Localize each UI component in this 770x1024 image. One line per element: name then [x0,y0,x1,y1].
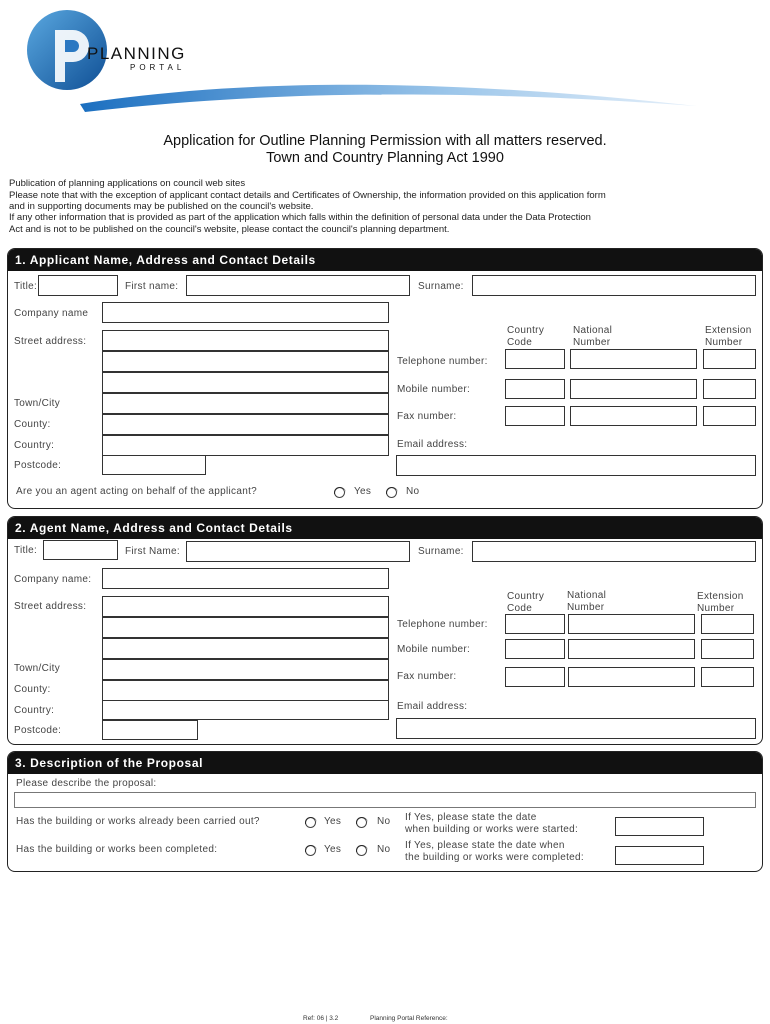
section-applicant-heading: 1. Applicant Name, Address and Contact Details [8,249,762,271]
agent-telephone-extension[interactable] [701,614,754,634]
applicant-postcode-label: Postcode: [14,460,62,471]
agent-title-field[interactable] [43,540,118,560]
agent-email-field[interactable] [396,718,756,739]
agent-question-label: Are you an agent acting on behalf of the applicant? [16,486,258,497]
applicant-email-field[interactable] [396,455,756,476]
applicant-title-field[interactable] [38,275,118,296]
agent-county-label: County: [14,684,51,695]
agent-extension-label: Extension Number [697,591,744,614]
applicant-mobile-national[interactable] [570,379,697,399]
proposal-describe-label: Please describe the proposal: [16,778,157,789]
works-completed-question: Has the building or works been completed: [16,844,218,855]
agent-mobile-national[interactable] [568,639,695,659]
applicant-telephone-national[interactable] [570,349,697,369]
applicant-first-name-label: First name: [125,281,179,292]
works-started-date-label-1: If Yes, please state the date [405,812,537,823]
agent-national-number-label: National Number [567,590,607,613]
footer-portal-reference: Planning Portal Reference: [370,1015,448,1022]
agent-fax-country-code[interactable] [505,667,565,687]
footer-ref: Ref: 06 | 3.2 [303,1015,339,1022]
agent-title-label: Title: [14,545,38,556]
agent-country-field[interactable] [102,700,389,720]
applicant-fax-extension[interactable] [703,406,756,426]
applicant-surname-field[interactable] [472,275,756,296]
agent-email-label: Email address: [397,701,468,712]
intro-text-1: Please note that with the exception of applicant contact details and Certificates of Ownership, the information provided on this application form [9,190,606,201]
agent-fax-national[interactable] [568,667,695,687]
page-subtitle: Town and Country Planning Act 1990 [266,150,504,166]
applicant-telephone-country-code[interactable] [505,349,565,369]
applicant-fax-country-code[interactable] [505,406,565,426]
agent-first-name-field[interactable] [186,541,410,562]
agent-mobile-extension[interactable] [701,639,754,659]
works-completed-no-radio[interactable] [356,845,367,856]
applicant-first-name-field[interactable] [186,275,410,296]
agent-mobile-country-code[interactable] [505,639,565,659]
intro-text-4: Act and is not to be published on the council's website, please contact the council's planning department. [9,224,450,235]
agent-yes-radio[interactable] [334,487,345,498]
planning-portal-logo [25,8,705,118]
applicant-fax-label: Fax number: [397,411,457,422]
agent-town-field[interactable] [102,659,389,680]
applicant-title-label: Title: [14,281,38,292]
agent-telephone-country-code[interactable] [505,614,565,634]
agent-street-label: Street address: [14,601,87,612]
logo-word-portal: PORTAL [130,63,186,72]
applicant-country-field[interactable] [102,435,389,456]
agent-no-radio[interactable] [386,487,397,498]
agent-no-label: No [406,486,420,497]
section-agent-heading: 2. Agent Name, Address and Contact Details [8,517,762,539]
works-carried-out-no-label: No [377,816,391,827]
agent-company-label: Company name: [14,574,92,585]
agent-postcode-label: Postcode: [14,725,62,736]
agent-yes-label: Yes [354,486,372,497]
applicant-street-field-2[interactable] [102,351,389,372]
works-started-date-field[interactable] [615,817,704,836]
applicant-county-label: County: [14,419,51,430]
agent-street-field-2[interactable] [102,617,389,638]
applicant-street-field-1[interactable] [102,330,389,351]
applicant-mobile-extension[interactable] [703,379,756,399]
intro-text-2: and in supporting documents may be published on the council's website. [9,201,314,212]
applicant-company-label: Company name [14,308,89,319]
applicant-telephone-extension[interactable] [703,349,756,369]
works-completed-no-label: No [377,844,391,855]
applicant-fax-national[interactable] [570,406,697,426]
applicant-town-label: Town/City [14,398,61,409]
works-carried-out-yes-label: Yes [324,816,342,827]
agent-fax-label: Fax number: [397,671,457,682]
works-completed-yes-label: Yes [324,844,342,855]
agent-county-field[interactable] [102,680,389,701]
agent-street-field-3[interactable] [102,638,389,659]
applicant-country-label: Country: [14,440,55,451]
agent-country-label: Country: [14,705,55,716]
works-started-date-label-2: when building or works were started: [405,824,579,835]
applicant-national-number-label: National Number [573,325,613,348]
works-completed-date-field[interactable] [615,846,704,865]
agent-surname-field[interactable] [472,541,756,562]
applicant-mobile-country-code[interactable] [505,379,565,399]
page-title: Application for Outline Planning Permission with all matters reserved. [163,133,607,149]
works-completed-date-label-2: the building or works were completed: [405,852,584,863]
applicant-email-label: Email address: [397,439,468,450]
intro-heading: Publication of planning applications on council web sites [9,178,246,189]
agent-street-field-1[interactable] [102,596,389,617]
applicant-postcode-field[interactable] [102,455,206,475]
agent-country-code-label: Country Code [507,591,545,614]
section-proposal-heading: 3. Description of the Proposal [8,752,762,774]
applicant-extension-label: Extension Number [705,325,752,348]
agent-town-label: Town/City [14,663,61,674]
agent-company-field[interactable] [102,568,389,589]
agent-first-name-label: First Name: [125,546,180,557]
agent-surname-label: Surname: [418,546,464,557]
applicant-street-label: Street address: [14,336,87,347]
applicant-surname-label: Surname: [418,281,464,292]
agent-telephone-national[interactable] [568,614,695,634]
applicant-telephone-label: Telephone number: [397,356,488,367]
agent-fax-extension[interactable] [701,667,754,687]
applicant-country-code-label: Country Code [507,325,545,348]
agent-mobile-label: Mobile number: [397,644,471,655]
applicant-county-field[interactable] [102,414,389,435]
proposal-description-field[interactable] [14,792,756,808]
works-carried-out-question: Has the building or works already been carried out? [16,816,260,827]
works-completed-yes-radio[interactable] [305,845,316,856]
applicant-company-field[interactable] [102,302,389,323]
logo-word-planning: PLANNING [87,44,186,63]
agent-telephone-label: Telephone number: [397,619,488,630]
works-carried-out-no-radio[interactable] [356,817,367,828]
applicant-street-field-3[interactable] [102,372,389,393]
intro-text-3: If any other information that is provided as part of the application which falls within the definition of personal data under the Data Protection [9,212,591,223]
agent-postcode-field[interactable] [102,720,198,740]
works-completed-date-label-1: If Yes, please state the date when [405,840,565,851]
applicant-mobile-label: Mobile number: [397,384,471,395]
works-carried-out-yes-radio[interactable] [305,817,316,828]
applicant-town-field[interactable] [102,393,389,414]
